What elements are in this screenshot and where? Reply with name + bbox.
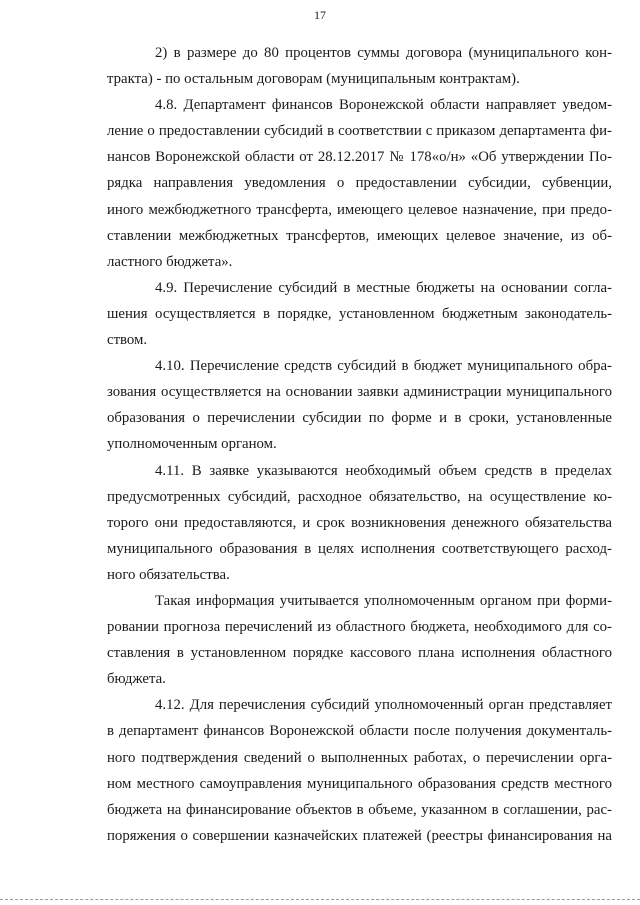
text-line: шения осуществляется в порядке, установленном бюджетным законодатель-	[107, 305, 612, 322]
text-line: ном местного самоуправления муниципального образования средств местного	[107, 775, 612, 792]
text-line: 4.8. Департамент финансов Воронежской области направляет уведом-	[155, 97, 612, 114]
text-line: зования осуществляется на основании заявки администрации муниципального	[107, 384, 612, 401]
text-line: ление о предоставлении субсидий в соответствии с приказом департамента фи-	[107, 123, 612, 140]
text-line: муниципального образования в целях исполнения соответствующего расход-	[107, 540, 612, 557]
text-line: иного межбюджетного трансферта, имеющего целевое назначение, при предо-	[107, 201, 612, 218]
text-line: ством.	[107, 332, 148, 349]
text-line: нансов Воронежской области от 28.12.2017 № 178«о/н» «Об утверждении По-	[107, 149, 612, 166]
text-line: 2) в размере до 80 процентов суммы договора (муниципального кон-	[155, 45, 612, 61]
text-line: ровании прогноза перечислений из областного бюджета, необходимого для со-	[107, 619, 612, 636]
text-line: 4.11. В заявке указываются необходимый объем средств в пределах	[155, 462, 612, 479]
text-line: 4.12. Для перечисления субсидий уполномоченный орган представляет	[155, 697, 612, 714]
document-body	[107, 40, 612, 849]
text-line: 4.9. Перечисление субсидий в местные бюджеты на основании согла-	[155, 279, 612, 296]
text-line: образования о перечислении субсидии по форме и в сроки, установленные	[107, 410, 612, 427]
text-line: Такая информация учитывается уполномоченным органом при форми-	[155, 592, 612, 609]
page-bottom-edge	[0, 899, 640, 900]
text-line: предусмотренных субсидий, расходное обязательство, на осуществление ко-	[107, 488, 612, 505]
text-line: ного подтверждения сведений о выполненных работах, о перечислении орга-	[107, 749, 612, 766]
text-line: торого они предоставляются, и срок возникновения денежного обязательства	[107, 514, 612, 531]
text-line: уполномоченным органом.	[107, 436, 277, 453]
text-line: рядка направления уведомления о предоставлении субсидии, субвенции,	[107, 175, 612, 192]
text-line: ставления в установленном порядке кассового плана исполнения областного	[107, 645, 612, 662]
text-line: ставлении межбюджетных трансфертов, имеющих целевое значение, из об-	[107, 227, 612, 244]
text-line: бюджета на финансирование объектов в объеме, указанном в соглашении, рас-	[107, 801, 612, 818]
text-line: поряжения о совершении казначейских платежей (реестры финансирования на	[107, 827, 612, 844]
text-line: ного обязательства.	[107, 566, 230, 583]
text-line: тракта) - по остальным договорам (муниципальным контрактам).	[107, 71, 520, 88]
text-line: в департамент финансов Воронежской области после получения документаль-	[107, 723, 612, 740]
text-line: ластного бюджета».	[107, 253, 233, 270]
text-line: бюджета.	[107, 671, 166, 688]
page-number: 17	[314, 8, 326, 22]
text-line: 4.10. Перечисление средств субсидий в бюджет муниципального обра-	[155, 358, 612, 375]
